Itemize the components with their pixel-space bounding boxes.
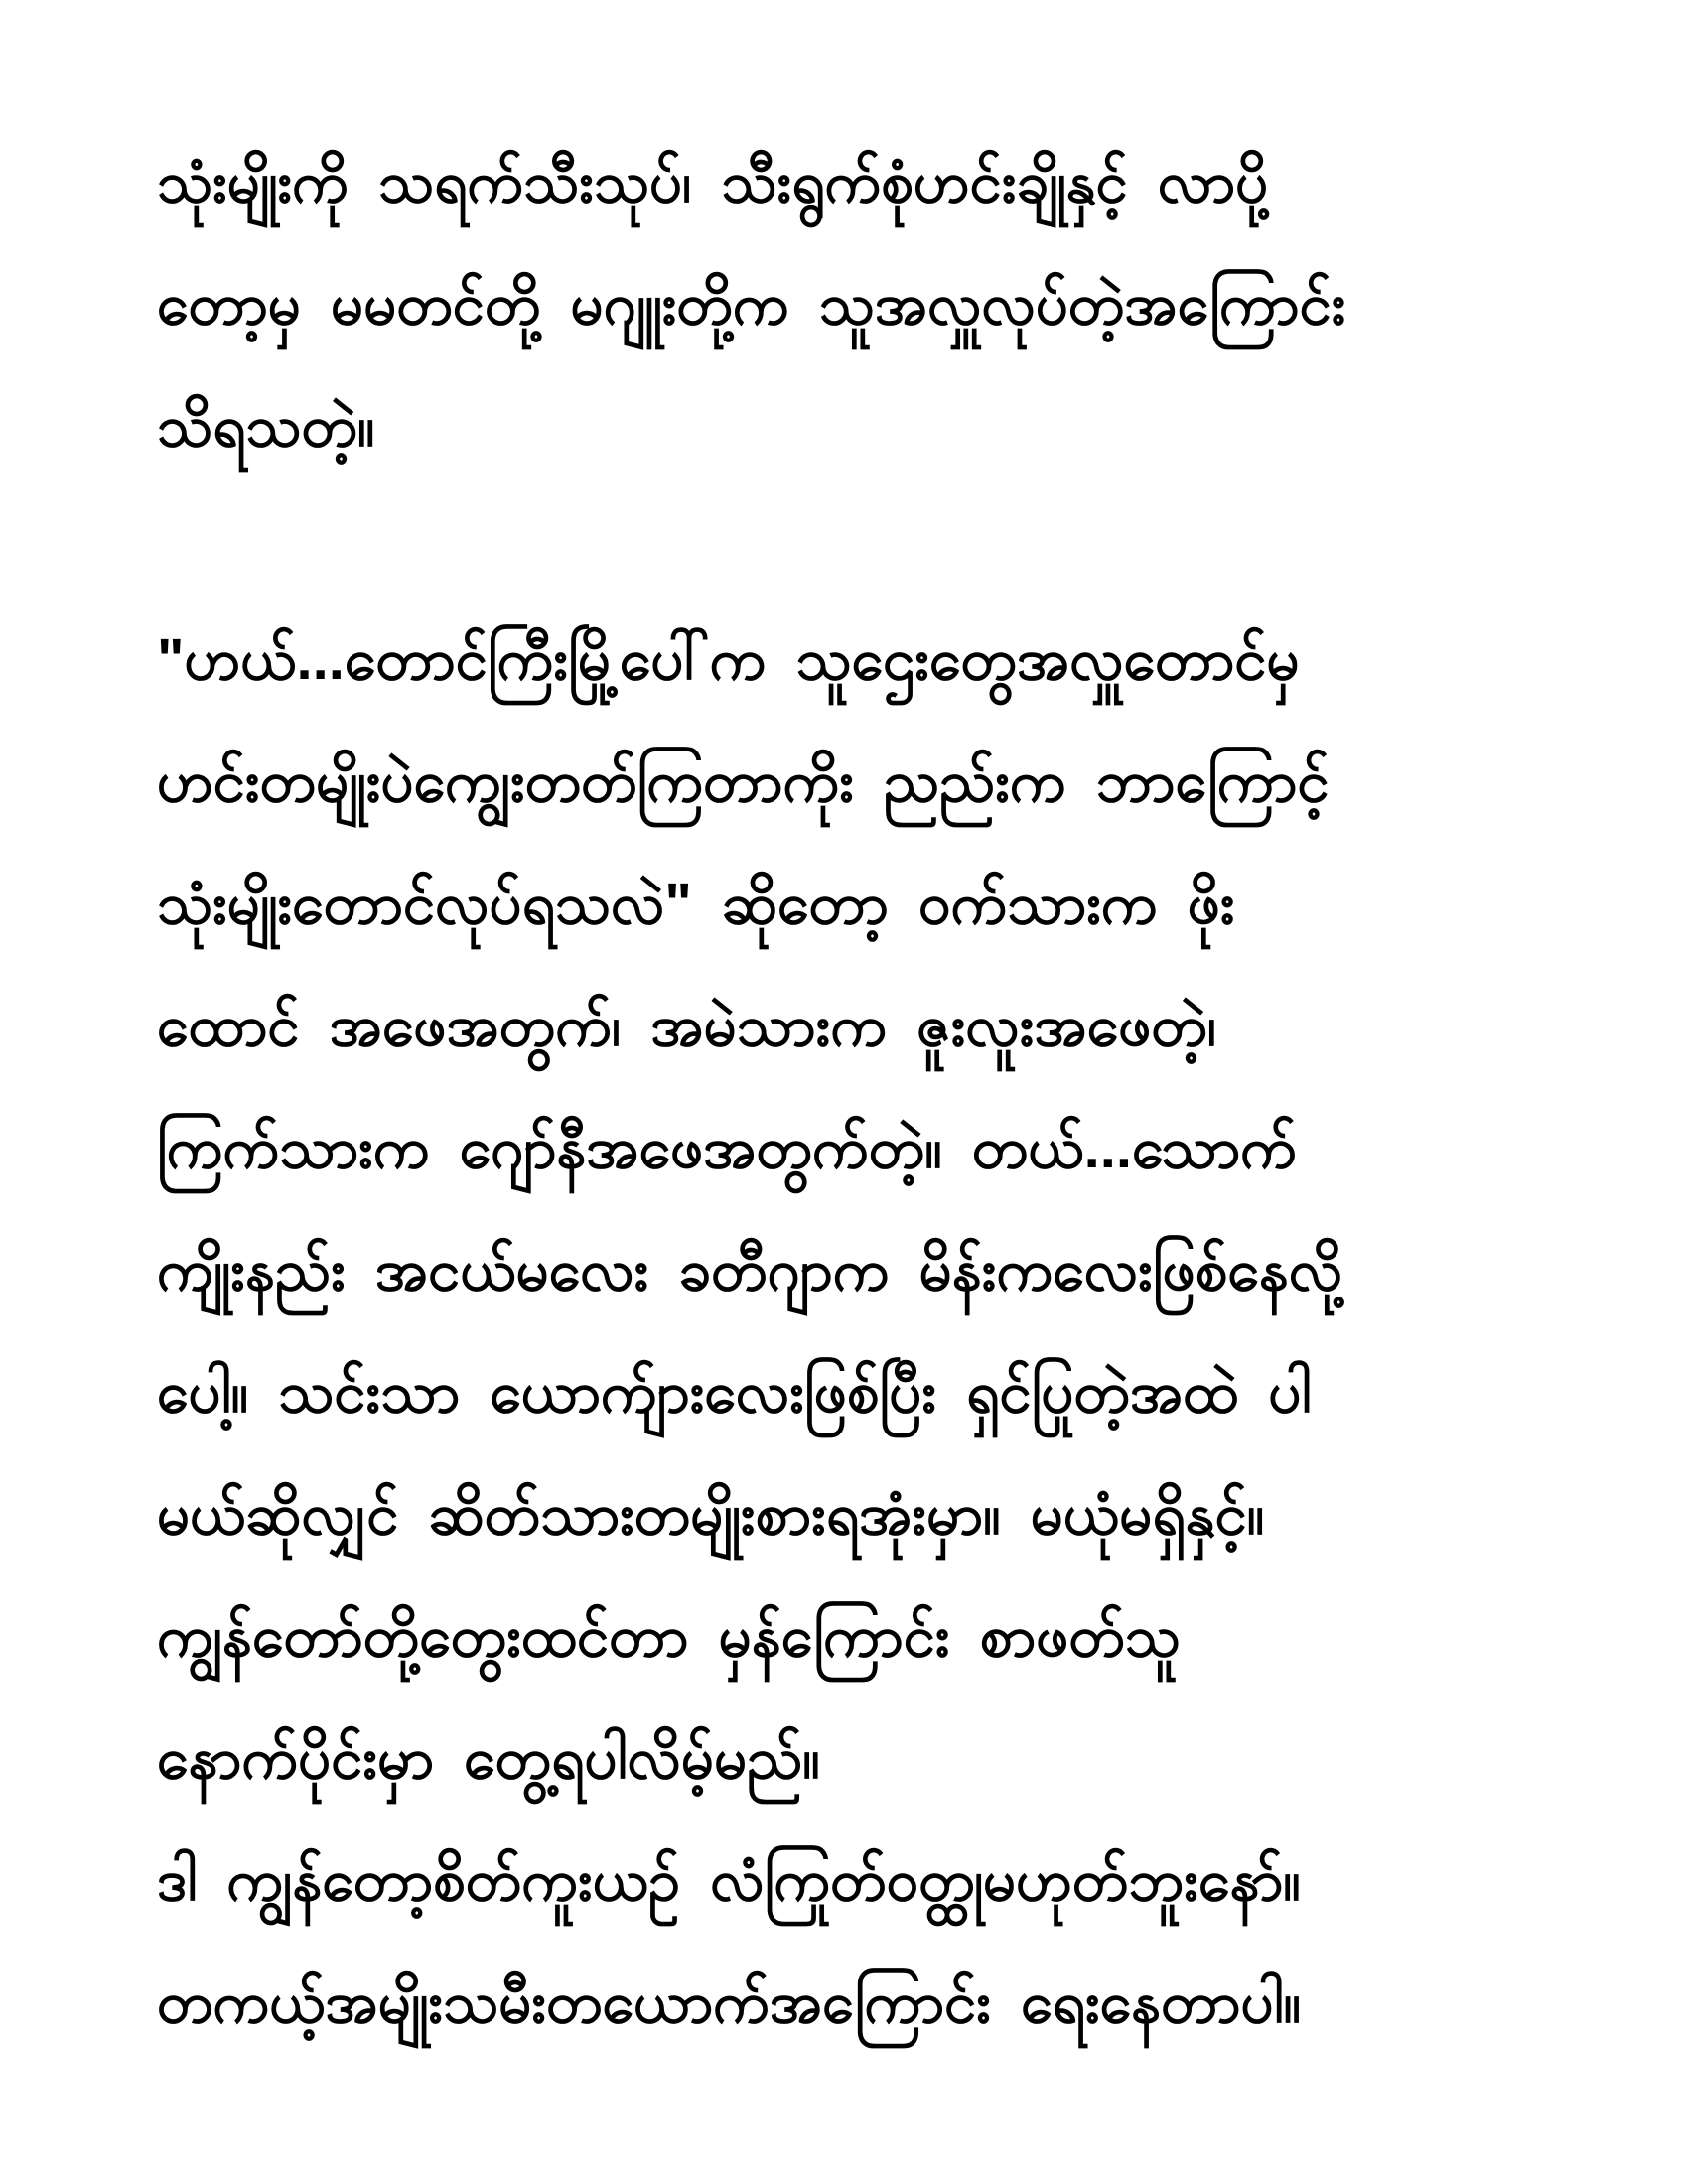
paragraph-2-line-3: သုံးမျိုးတောင်လုပ်ရသလဲ" ဆိုတော့ ဝက်သားက ဖိုး: [157, 872, 1235, 936]
paragraph-2-line-1: "ဟယ်...တောင်ကြီးမြို့ပေါ်က သူဌေးတွေအလှူတောင်မှ: [157, 627, 1300, 692]
paragraph-1-line-1: သုံးမျိုးကို သရက်သီးသုပ်၊ သီးရွက်စုံဟင်းချိုနှင့် လာပို့: [157, 150, 1269, 214]
paragraph-2-line-5: ကြက်သားက ဂျော်နီအဖေအတွက်တဲ့။ တယ်...သောက်: [157, 1116, 1297, 1180]
paragraph-2-line-7: ပေါ့။ သင်းသာ ယောက်ျားလေးဖြစ်ပြီး ရှင်ပြုတဲ့အထဲ ပါ: [157, 1360, 1312, 1425]
paragraph-1: [157, 121, 1547, 487]
paragraph-spacer: [157, 487, 1547, 599]
paragraph-2-line-8: မယ်ဆိုလျှင် ဆိတ်သားတမျိုးစားရအုံးမှာ။ မယုံမရှိနှင့်။: [157, 1482, 1265, 1547]
paragraph-1-line-2: တော့မှ မမတင်တို့ မဂျူးတို့က သူအလှူလုပ်တဲ့အကြောင်း: [157, 272, 1346, 337]
paragraph-2-line-2: ဟင်းတမျိုးပဲကျွေးတတ်ကြတာကိုး ညည်းက ဘာကြောင့်: [157, 750, 1330, 814]
paragraph-2-line-10: နောက်ပိုင်းမှာ တွေ့ရပါလိမ့်မည်။: [157, 1726, 820, 1791]
paragraph-3: [157, 1820, 1547, 2064]
paragraph-2-line-4: ထောင် အဖေအတွက်၊ အမဲသားက ဇူးလူးအဖေတဲ့၊: [157, 994, 1217, 1058]
paragraph-3-line-2: တကယ့်အမျိုးသမီးတယောက်အကြောင်း ရေးနေတာပါ။: [157, 1971, 1302, 2035]
text-column: [157, 121, 1547, 2064]
paragraph-2-line-6: ကျိုးနည်း အငယ်မလေး ခတီဂျာက မိန်းကလေးဖြစ်နေလို့: [157, 1238, 1343, 1302]
paragraph-1-line-3: သိရသတဲ့။: [157, 394, 375, 459]
paragraph-2: [157, 599, 1547, 1820]
paragraph-3-line-1: ဒါ ကျွန်တော့စိတ်ကူးယဉ် လံကြုတ်ဝတ္ထုမဟုတ်ဘူးနော်။: [157, 1848, 1301, 1913]
paragraph-2-line-9: ကျွန်တော်တို့တွေးထင်တာ မှန်ကြောင်း စာဖတ်သူ: [157, 1604, 1181, 1669]
